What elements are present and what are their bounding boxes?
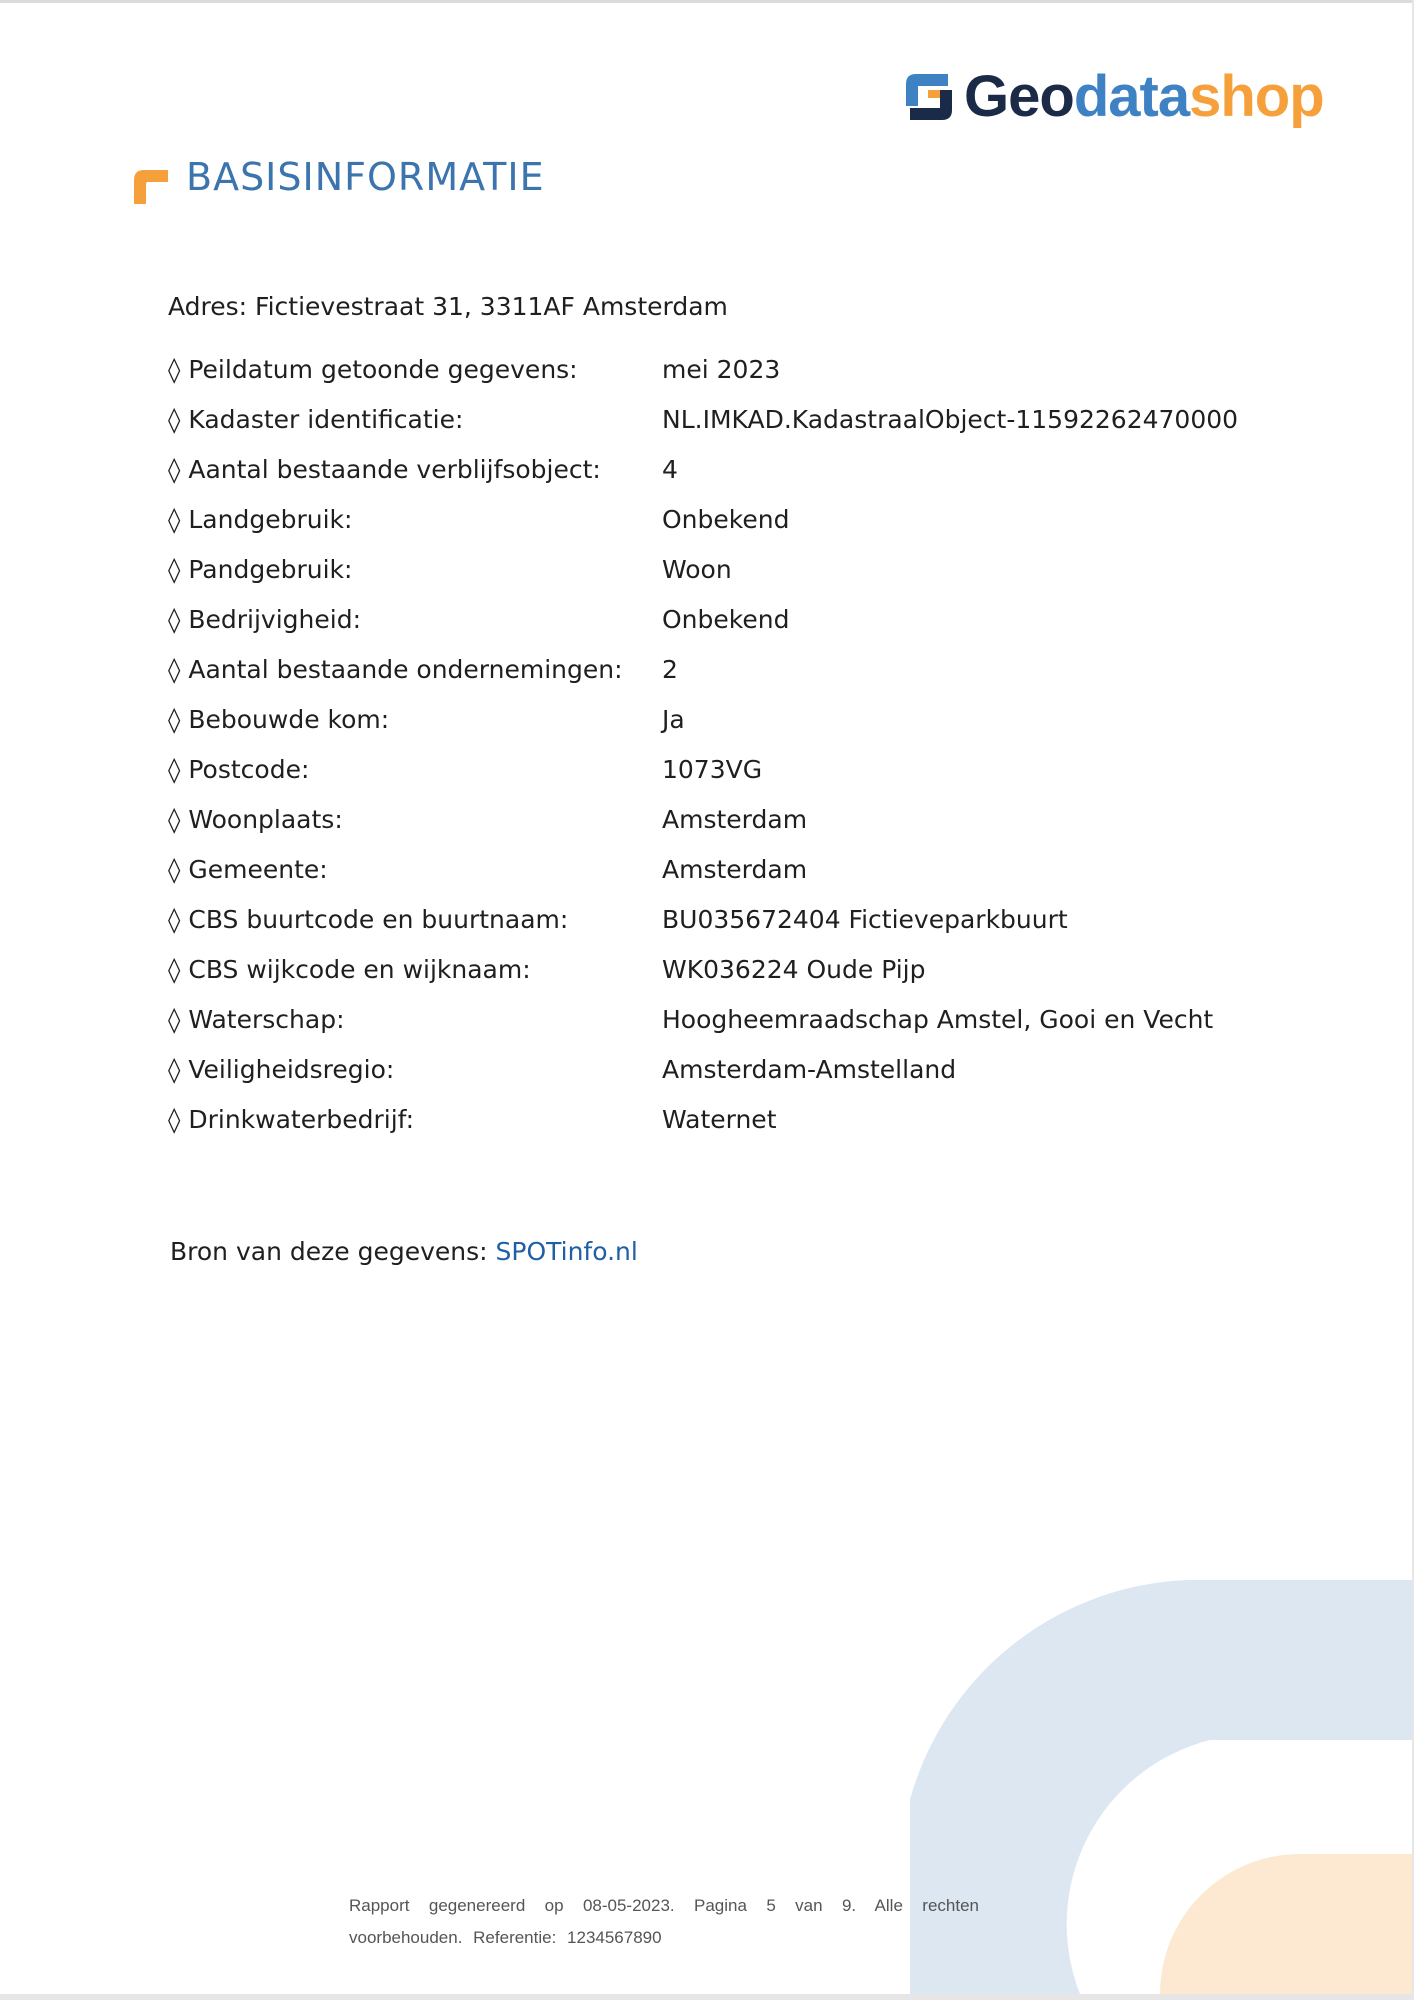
info-label [168,355,578,384]
diamond-bullet-icon: ◊ [168,405,181,434]
diamond-bullet-icon: ◊ [168,805,181,834]
logo-text-data: data [1073,64,1190,129]
info-label-text: Bedrijvigheid: [188,605,362,634]
diamond-bullet-icon: ◊ [168,855,181,884]
page-footer: Rapport gegenereerd op 08-05-2023. Pagina 5 van 9. Alle rechten voorbehouden. Referentie: 1234567890 [349,1896,979,1947]
info-row [168,1005,1248,1055]
source-prefix: Bron van deze gegevens: [170,1237,496,1266]
info-value: Onbekend [662,505,790,534]
info-row [168,855,1248,905]
info-row [168,905,1248,955]
address-line: Adres: Fictievestraat 31, 3311AF Amsterdam [168,292,728,321]
info-value: NL.IMKAD.KadastraalObject-11592262470000 [662,405,1239,434]
info-value: Onbekend [662,605,790,634]
decorative-arc-orange [1160,1854,1412,1994]
info-value: Amsterdam [662,805,808,834]
info-row [168,955,1248,1005]
page-bottom-border [0,1994,1414,2000]
info-label [168,1005,345,1034]
corner-marker-icon [134,168,170,204]
diamond-bullet-icon: ◊ [168,605,181,634]
section-heading [134,150,545,204]
info-label-text: Aantal bestaande ondernemingen: [188,655,623,684]
info-row [168,755,1248,805]
info-label-text: Bebouwde kom: [188,705,390,734]
source-link[interactable]: SPOTinfo.nl [495,1237,638,1266]
info-value: Waternet [662,1105,777,1134]
diamond-bullet-icon: ◊ [168,655,181,684]
logo-text-shop: shop [1189,64,1324,129]
info-value: Woon [662,555,732,584]
info-row [168,355,1248,405]
info-label-text: Waterschap: [188,1005,345,1034]
diamond-bullet-icon: ◊ [168,1005,181,1034]
info-label-text: Aantal bestaande verblijfsobject: [188,455,601,484]
info-value: Amsterdam [662,855,808,884]
decorative-arcs [910,1580,1412,1994]
page-top-border [0,0,1414,3]
info-label-text: Landgebruik: [188,505,353,534]
diamond-bullet-icon: ◊ [168,455,181,484]
diamond-bullet-icon: ◊ [168,505,181,534]
info-label-text: CBS buurtcode en buurtnaam: [188,905,569,934]
info-row [168,655,1248,705]
info-label [168,905,568,934]
info-value: 1073VG [662,755,763,784]
info-list [168,355,1248,1155]
info-value: Ja [662,705,685,734]
info-row [168,405,1248,455]
logo-wordmark [964,64,1324,129]
info-label-text: CBS wijkcode en wijknaam: [188,955,531,984]
geodatashop-logo-icon [898,66,960,128]
info-label [168,605,361,634]
info-row [168,455,1248,505]
info-label-text: Drinkwaterbedrijf: [188,1105,415,1134]
info-label [168,855,328,884]
info-row [168,705,1248,755]
info-value: mei 2023 [662,355,781,384]
diamond-bullet-icon: ◊ [168,705,181,734]
info-label [168,455,601,484]
geodatashop-logo [898,62,1324,132]
info-label [168,505,352,534]
info-value: Amsterdam-Amstelland [662,1055,957,1084]
info-row [168,1055,1248,1105]
source-line [170,1237,638,1266]
info-label [168,705,389,734]
info-label-text: Veiligheidsregio: [188,1055,395,1084]
diamond-bullet-icon: ◊ [168,1105,181,1134]
info-label [168,1055,394,1084]
info-value: WK036224 Oude Pijp [662,955,926,984]
info-label-text: Peildatum getoonde gegevens: [188,355,578,384]
info-label [168,1105,414,1134]
info-label-text: Gemeente: [188,855,328,884]
info-value: 4 [662,455,678,484]
info-label [168,955,531,984]
diamond-bullet-icon: ◊ [168,1055,181,1084]
info-row [168,1105,1248,1155]
info-row [168,555,1248,605]
info-row [168,505,1248,555]
page-title: BASISINFORMATIE [186,155,545,199]
info-label [168,555,352,584]
info-row [168,805,1248,855]
diamond-bullet-icon: ◊ [168,905,181,934]
info-label [168,405,463,434]
info-value: 2 [662,655,678,684]
info-label [168,655,623,684]
info-label-text: Postcode: [188,755,310,784]
info-label-text: Woonplaats: [188,805,343,834]
diamond-bullet-icon: ◊ [168,755,181,784]
info-row [168,605,1248,655]
diamond-bullet-icon: ◊ [168,355,181,384]
logo-text-geo: Geo [964,64,1074,129]
info-label [168,755,309,784]
info-label-text: Kadaster identificatie: [188,405,464,434]
info-label [168,805,343,834]
diamond-bullet-icon: ◊ [168,555,181,584]
info-value: Hoogheemraadschap Amstel, Gooi en Vecht [662,1005,1214,1034]
info-value: BU035672404 Fictieveparkbuurt [662,905,1068,934]
diamond-bullet-icon: ◊ [168,955,181,984]
info-label-text: Pandgebruik: [188,555,353,584]
